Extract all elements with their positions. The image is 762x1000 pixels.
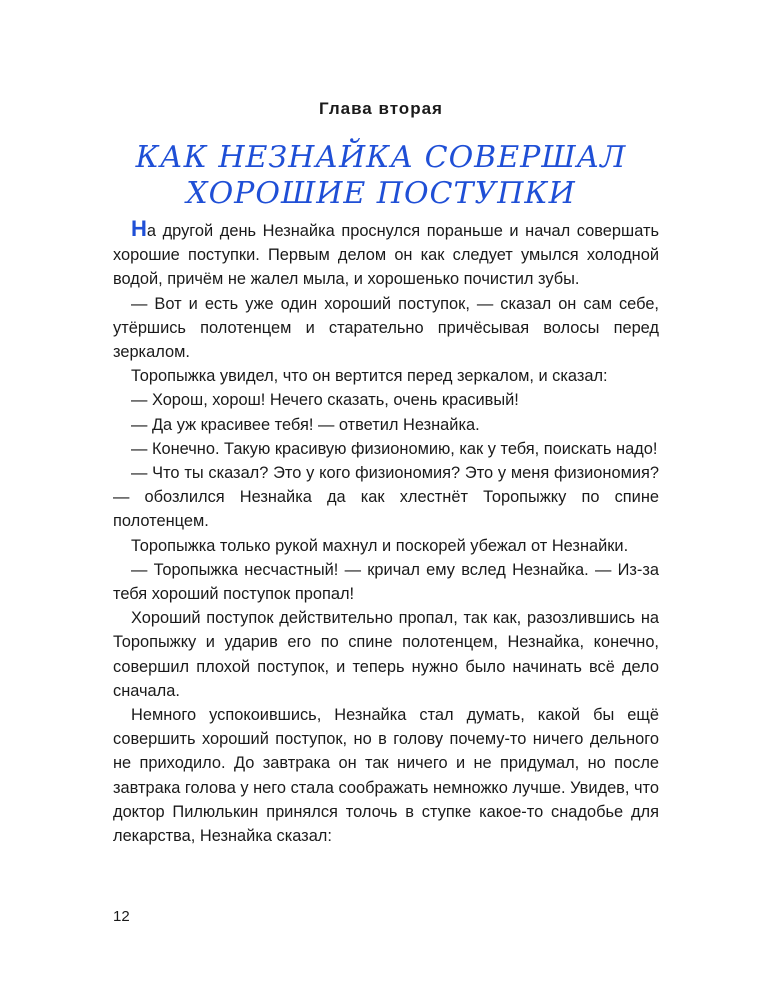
paragraph: Хороший поступок действительно пропал, так как, разозлившись на Торопыжку и ударив его по спине полотенцем, Незнайка, конечно, совершил плохой поступок, и теперь нужно было начинать всё дело сначала.: [113, 609, 659, 700]
chapter-title-line-1: КАК НЕЗНАЙКА СОВЕРШАЛ: [135, 140, 627, 175]
paragraph-text: а другой день Незнайка проснулся пораньше и начал совершать хорошие поступки. Первым делом он как следует умылся холодной водой, причём не жалел мыла, и хорошенько почистил зубы.: [113, 222, 659, 289]
paragraph: — Конечно. Такую красивую физиономию, как у тебя, поискать надо!: [131, 439, 658, 458]
paragraph: — Хорош, хорош! Нечего сказать, очень красивый!: [131, 391, 519, 410]
chapter-title-line-2: ХОРОШИЕ ПОСТУПКИ: [186, 176, 576, 211]
paragraph: — Да уж красивее тебя! — ответил Незнайка.: [131, 415, 480, 434]
chapter-title: [0, 140, 762, 212]
paragraph: — Что ты сказал? Это у кого физиономия? Это у меня физиономия? — обозлился Незнайка да как хлестнёт Торопыжку по спине полотенцем.: [113, 464, 659, 531]
paragraph: Торопыжка только рукой махнул и поскорей убежал от Незнайки.: [131, 536, 629, 555]
drop-cap: Н: [131, 216, 147, 241]
paragraph: — Торопыжка несчастный! — кричал ему вслед Незнайка. — Из-за тебя хороший поступок пропал!: [113, 560, 659, 604]
chapter-body: [113, 217, 659, 848]
chapter-label: Глава вторая: [319, 99, 443, 118]
paragraph: Торопыжка увидел, что он вертится перед зеркалом, и сказал:: [131, 367, 608, 386]
paragraph: — Вот и есть уже один хороший поступок, — сказал он сам себе, утёршись полотенцем и старательно причёсывая волосы перед зеркалом.: [113, 294, 659, 362]
paragraph: [113, 217, 659, 292]
page-number: 12: [113, 908, 130, 925]
paragraph: Немного успокоившись, Незнайка стал думать, какой бы ещё совершить хороший поступок, но в голову почему-то ничего дельного не приходило. До завтрака он так ничего и не придумал, но после завтрака голова у него стала соображать немножко лучше. Увидев, что доктор Пилюлькин принялся толочь в ступке какое-то снадобье для лекарства, Незнайка сказал:: [113, 706, 659, 846]
